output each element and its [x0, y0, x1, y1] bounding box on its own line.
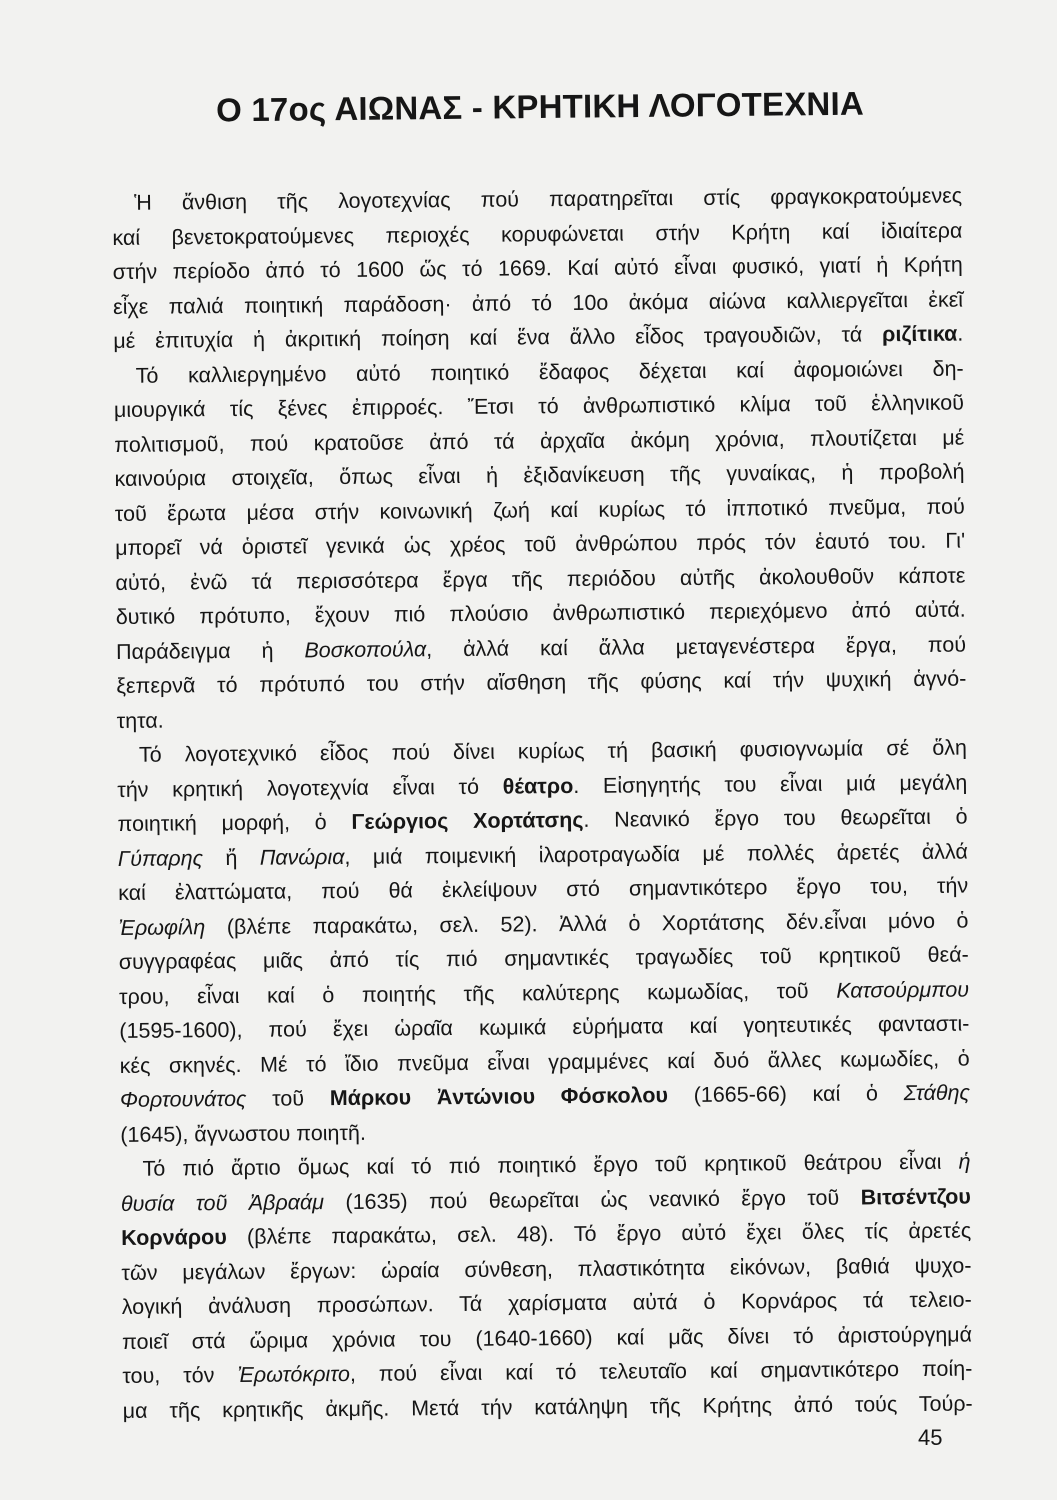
text-line: κές σκηνές. Μέ τό ἴδιο πνεῦμα εἶναι γραμμένες καί δυό ἄλλες κωμωδίες, ὁ — [119, 1046, 970, 1078]
text-line: τρου, εἶναι καί ὁ ποιητής τῆς καλύτερης κωμωδίας, τοῦ Κατσούρμπου — [118, 977, 970, 1009]
author-kornaros-first: Βιτσέντζου — [860, 1184, 971, 1210]
text-line: συγγραφέας μιᾶς ἀπό τίς πιό σημαντικές τραγωδίες τοῦ κρητικοῦ θεά- — [118, 942, 969, 974]
text-line: Γύπαρης ἤ Πανώρια, μιά ποιμενική ἱλαροτραγωδία μέ πολλές ἀρετές ἀλλά — [117, 839, 968, 871]
title-erofili: Ἐρωφίλη — [118, 914, 206, 940]
text-line: τοῦ ἔρωτα μέσα στήν κοινωνική ζωή καί κυρίως τό ἱπποτικό πνεῦμα, πού — [114, 494, 965, 526]
term-theatro: θέατρο — [502, 773, 574, 799]
text-line: Ἡ ἄνθιση τῆς λογοτεχνίας πού παρατηρεῖται στίς φραγκοκρατούμενες — [134, 183, 963, 215]
text-line: Τό λογοτεχνικό εἶδος πού δίνει κυρίως τή βασική φυσιογνωμία σέ ὅλη — [138, 735, 968, 767]
text-line: ποιεῖ στά ὥριμα χρόνια του (1640-1660) καί μᾶς δίνει τό ἀριστούργημά — [121, 1322, 973, 1354]
text-line: καινούρια στοιχεῖα, ὅπως εἶναι ἡ ἐξιδανίκευση τῆς γυναίκας, ἡ προβολή — [114, 459, 965, 491]
text-line: τητα. — [116, 708, 164, 733]
text-line: πολιτισμοῦ, πού κρατοῦσε ἀπό τά ἀρχαῖα ἀκόμη χρόνια, πλουτίζεται μέ — [114, 425, 965, 457]
text-line: στήν περίοδο ἀπό τό 1600 ὥς τό 1669. Καί αὐτό εἶναι φυσικό, γιατί ἡ Κρήτη — [112, 252, 963, 284]
title-panoria: Πανώρια — [259, 844, 345, 870]
text-line: τῶν μεγάλων ἔργων: ὡραία σύνθεση, πλαστικότητα εἰκόνων, βαθιά ψυχο- — [121, 1253, 972, 1285]
title-thysia-avraam: θυσία τοῦ Ἀβραάμ — [120, 1189, 325, 1216]
text-line: Ἐρωφίλη (βλέπε παρακάτω, σελ. 52). Ἀλλά ὁ Χορτάτσης δέν.εἶναι μόνο ὁ — [118, 908, 969, 940]
chapter-title: Ο 17ος ΑΙΩΝΑΣ - ΚΡΗΤΙΚΗ ΛΟΓΟΤΕΧΝΙΑ — [215, 84, 865, 129]
text-line: θυσία τοῦ Ἀβραάμ (1635) πού θεωρεῖται ὡς νεανικό ἔργο τοῦ Βιτσέντζου — [120, 1184, 971, 1216]
title-stathis: Στάθης — [903, 1080, 971, 1106]
text-line: (1645), ἄγνωστου ποιητῆ. — [120, 1120, 366, 1147]
title-erotokritos: Ἐρωτόκριτο — [237, 1361, 351, 1387]
title-gyparis: Γύπαρης — [117, 845, 204, 871]
text-line: Παράδειγμα ἡ Βοσκοπούλα, ἀλλά καί ἄλλα μεταγενέστερα ἔργα, πού — [115, 632, 967, 664]
text-line: λογική ἀνάλυση προσώπων. Τά χαρίσματα αὐτά ὁ Κορνάρος τά τελειο- — [121, 1287, 972, 1319]
text-line: Κορνάρου (βλέπε παρακάτω, σελ. 48). Τό ἔργο αὐτό ἔχει ὅλες τίς ἀρετές — [121, 1218, 972, 1250]
text-line: εἶχε παλιά ποιητική παράδοση· ἀπό τό 10ο ἀκόμα αἰώνα καλλιεργεῖται ἐκεῖ — [112, 287, 964, 319]
page-number: 45 — [918, 1425, 943, 1450]
text-line: δυτικό πρότυπο, ἔχουν πιό πλούσιο ἀνθρωπιστικό περιεχόμενο ἀπό αὐτά. — [115, 597, 966, 629]
text-line: τήν κρητική λογοτεχνία εἶναι τό θέατρο. Εἰσηγητής του εἶναι μιά μεγάλη — [117, 770, 968, 802]
author-kornaros-last: Κορνάρου — [121, 1225, 227, 1250]
text-line: αὐτό, ἐνῶ τά περισσότερα ἔργα τῆς περιόδου αὐτῆς ἀκολουθοῦν κάποτε — [115, 563, 966, 595]
text-line: Τό πιό ἄρτιο ὅμως καί τό πιό ποιητικό ἔργο τοῦ κρητικοῦ θεάτρου εἶναι ἡ — [142, 1149, 971, 1181]
author-foskolos: Μάρκου Ἀντώνιου Φόσκολου — [329, 1083, 669, 1111]
term-rizitika: ριζίτικα — [882, 321, 958, 347]
text-line: Τό καλλιεργημένο αὐτό ποιητικό ἔδαφος δέχεται καί ἀφομοιώνει δη- — [135, 356, 964, 388]
title-katsourmpos: Κατσούρμπου — [836, 977, 970, 1003]
author-chortatsis: Γεώργιος Χορτάτσης — [351, 807, 584, 834]
text-line: (1595-1600), πού ἔχει ὡραῖα κωμικά εὑρήματα καί γοητευτικές φανταστι- — [119, 1011, 970, 1043]
text-line: μα τῆς κρητικῆς ἀκμῆς. Μετά τήν κατάληψη τῆς Κρήτης ἀπό τούς Τούρ- — [122, 1391, 973, 1423]
title-voskopoula: Βοσκοπούλα — [304, 636, 427, 662]
text-line: ποιητική μορφή, ὁ Γεώργιος Χορτάτσης. Νεανικό ἔργο του θεωρεῖται ὁ — [117, 804, 968, 836]
text-line: καί ἐλαττώματα, πού θά ἐκλείψουν στό σημαντικότερο ἔργο του, τήν — [118, 873, 969, 905]
text-line: μέ ἐπιτυχία ἡ ἀκριτική ποίηση καί ἕνα ἄλλο εἶδος τραγουδιῶν, τά ριζίτικα. — [113, 321, 964, 353]
text-line: μπορεῖ νά ὁριστεῖ γενικά ὡς χρέος τοῦ ἀνθρώπου πρός τόν ἑαυτό του. Γι' — [115, 528, 966, 560]
text-line: καί βενετοκρατούμενες περιοχές κορυφώνεται στήν Κρήτη καί ἰδιαίτερα — [112, 218, 963, 250]
text-line: Φορτουνάτος τοῦ Μάρκου Ἀντώνιου Φόσκολου (1665-66) καί ὁ Στάθης — [119, 1080, 971, 1112]
body-text — [112, 179, 973, 1428]
title-fortounatos: Φορτουνάτος — [119, 1086, 247, 1112]
text-line: του, τόν Ἐρωτόκριτο, πού εἶναι καί τό τελευταῖο καί σημαντικότερο ποίη- — [122, 1356, 973, 1388]
text-line: ξεπερνᾶ τό πρότυπό του στήν αἴσθηση τῆς φύσης καί τήν ψυχική ἁγνό- — [116, 666, 967, 698]
text-line: μιουργικά τίς ξένες ἐπιρροές. Ἔτσι τό ἀνθρωπιστικό κλίμα τοῦ ἑλληνικοῦ — [113, 390, 965, 422]
title-thysia-part: ἡ — [958, 1149, 971, 1174]
